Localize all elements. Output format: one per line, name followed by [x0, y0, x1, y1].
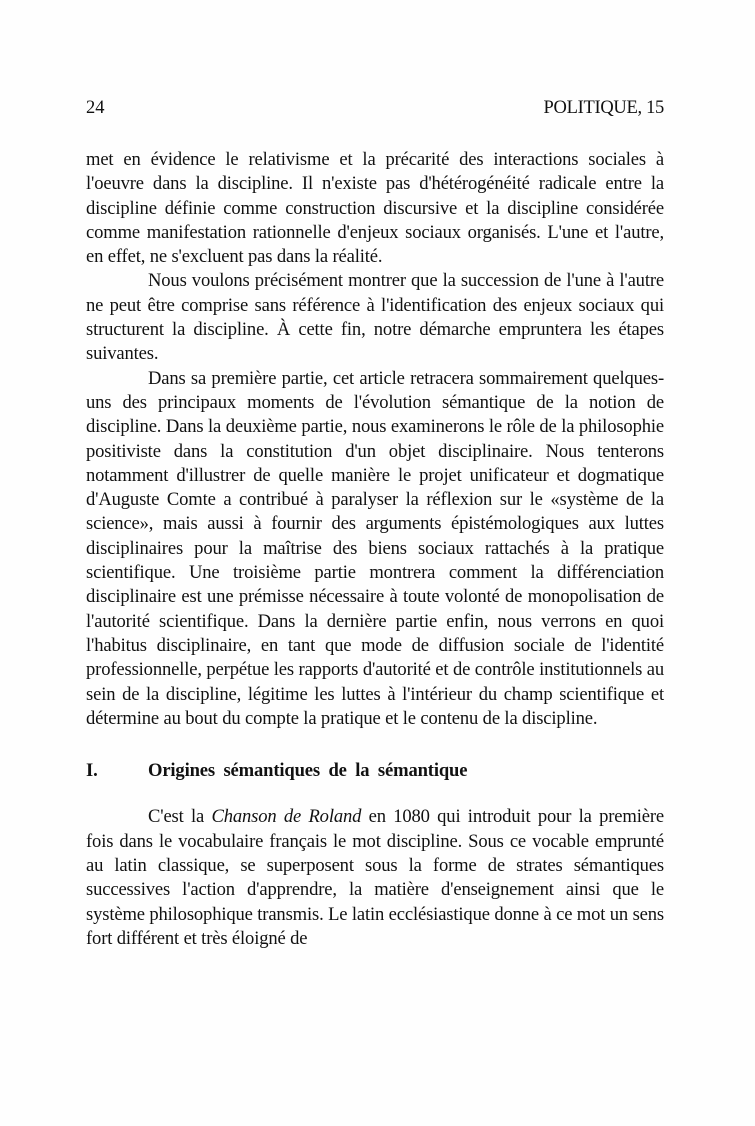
paragraph-lead-text: C'est la [148, 806, 212, 828]
work-title-italic: Chanson de Roland [211, 806, 362, 828]
section-heading [86, 759, 664, 783]
journal-running-title: POLITIQUE, 15 [543, 98, 664, 118]
spacer [86, 731, 664, 737]
paragraph-continuation: met en évidence le relativisme et la précarité des interactions sociales à l'oeuvre dans la discipline. Il n'existe pas d'hétérogénéité radicale entre la discipline définie comme construction discursive et la discipline considérée comme manifestation rationnelle d'enjeux sociaux organisés. L'une et l'autre, en effet, ne s'excluent pas dans la réalité. [86, 149, 664, 268]
paragraph-outline: Dans sa première partie, cet article retracera sommairement quelques-uns des principaux moments de l'évolution sémantique de la notion de discipline. Dans la deuxième partie, nous examinerons le rôle de la philosophie positiviste dans la constitution d'un objet disciplinaire. Nous tenterons notamment d'illustrer de quelle manière le projet unificateur et dogmatique d'Auguste Comte a contribué à paralyser la réflexion sur le «système de la science», mais aussi à fournir des arguments épistémologiques aux luttes disciplinaires pour la maîtrise des biens sociaux rattachés à la pratique scientifique. Une troisième partie montrera comment la différenciation disciplinaire est une prémisse nécessaire à toute volonté de monopolisation de l'autorité scientifique. Dans la dernière partie enfin, nous verrons en quoi l'habitus disciplinaire, en tant que mode de diffusion sociale de l'identité professionnelle, perpétue les rapports d'autorité et de contrôle institutionnels au sein de la discipline, légitime les luttes à l'intérieur du champ scientifique et détermine au bout du compte la pratique et le contenu de la discipline. [86, 367, 664, 729]
page-number: 24 [86, 98, 105, 118]
paragraph-section-intro [86, 805, 664, 951]
paragraph-rest-text: en 1080 qui introduit pour la première fois dans le vocabulaire français le mot discipline. Sous ce vocable emprunté au latin classique, se superposent sous la forme de strates sémantiques successives l'action d'apprendre, la matière d'enseignement ainsi que le système philosophique transmis. Le latin ecclésiastique donne à ce mot un sens fort différent et très éloigné de [86, 806, 664, 949]
section-title: Origines sémantiques de la sémantique [148, 760, 468, 782]
section-number: I. [86, 760, 98, 782]
running-header [86, 96, 664, 120]
paragraph-objective: Nous voulons précisément montrer que la succession de l'une à l'autre ne peut être comprise sans référence à l'identification des enjeux sociaux qui structurent la discipline. À cette fin, notre démarche empruntera les étapes suivantes. [86, 270, 664, 365]
article-body [86, 148, 664, 951]
